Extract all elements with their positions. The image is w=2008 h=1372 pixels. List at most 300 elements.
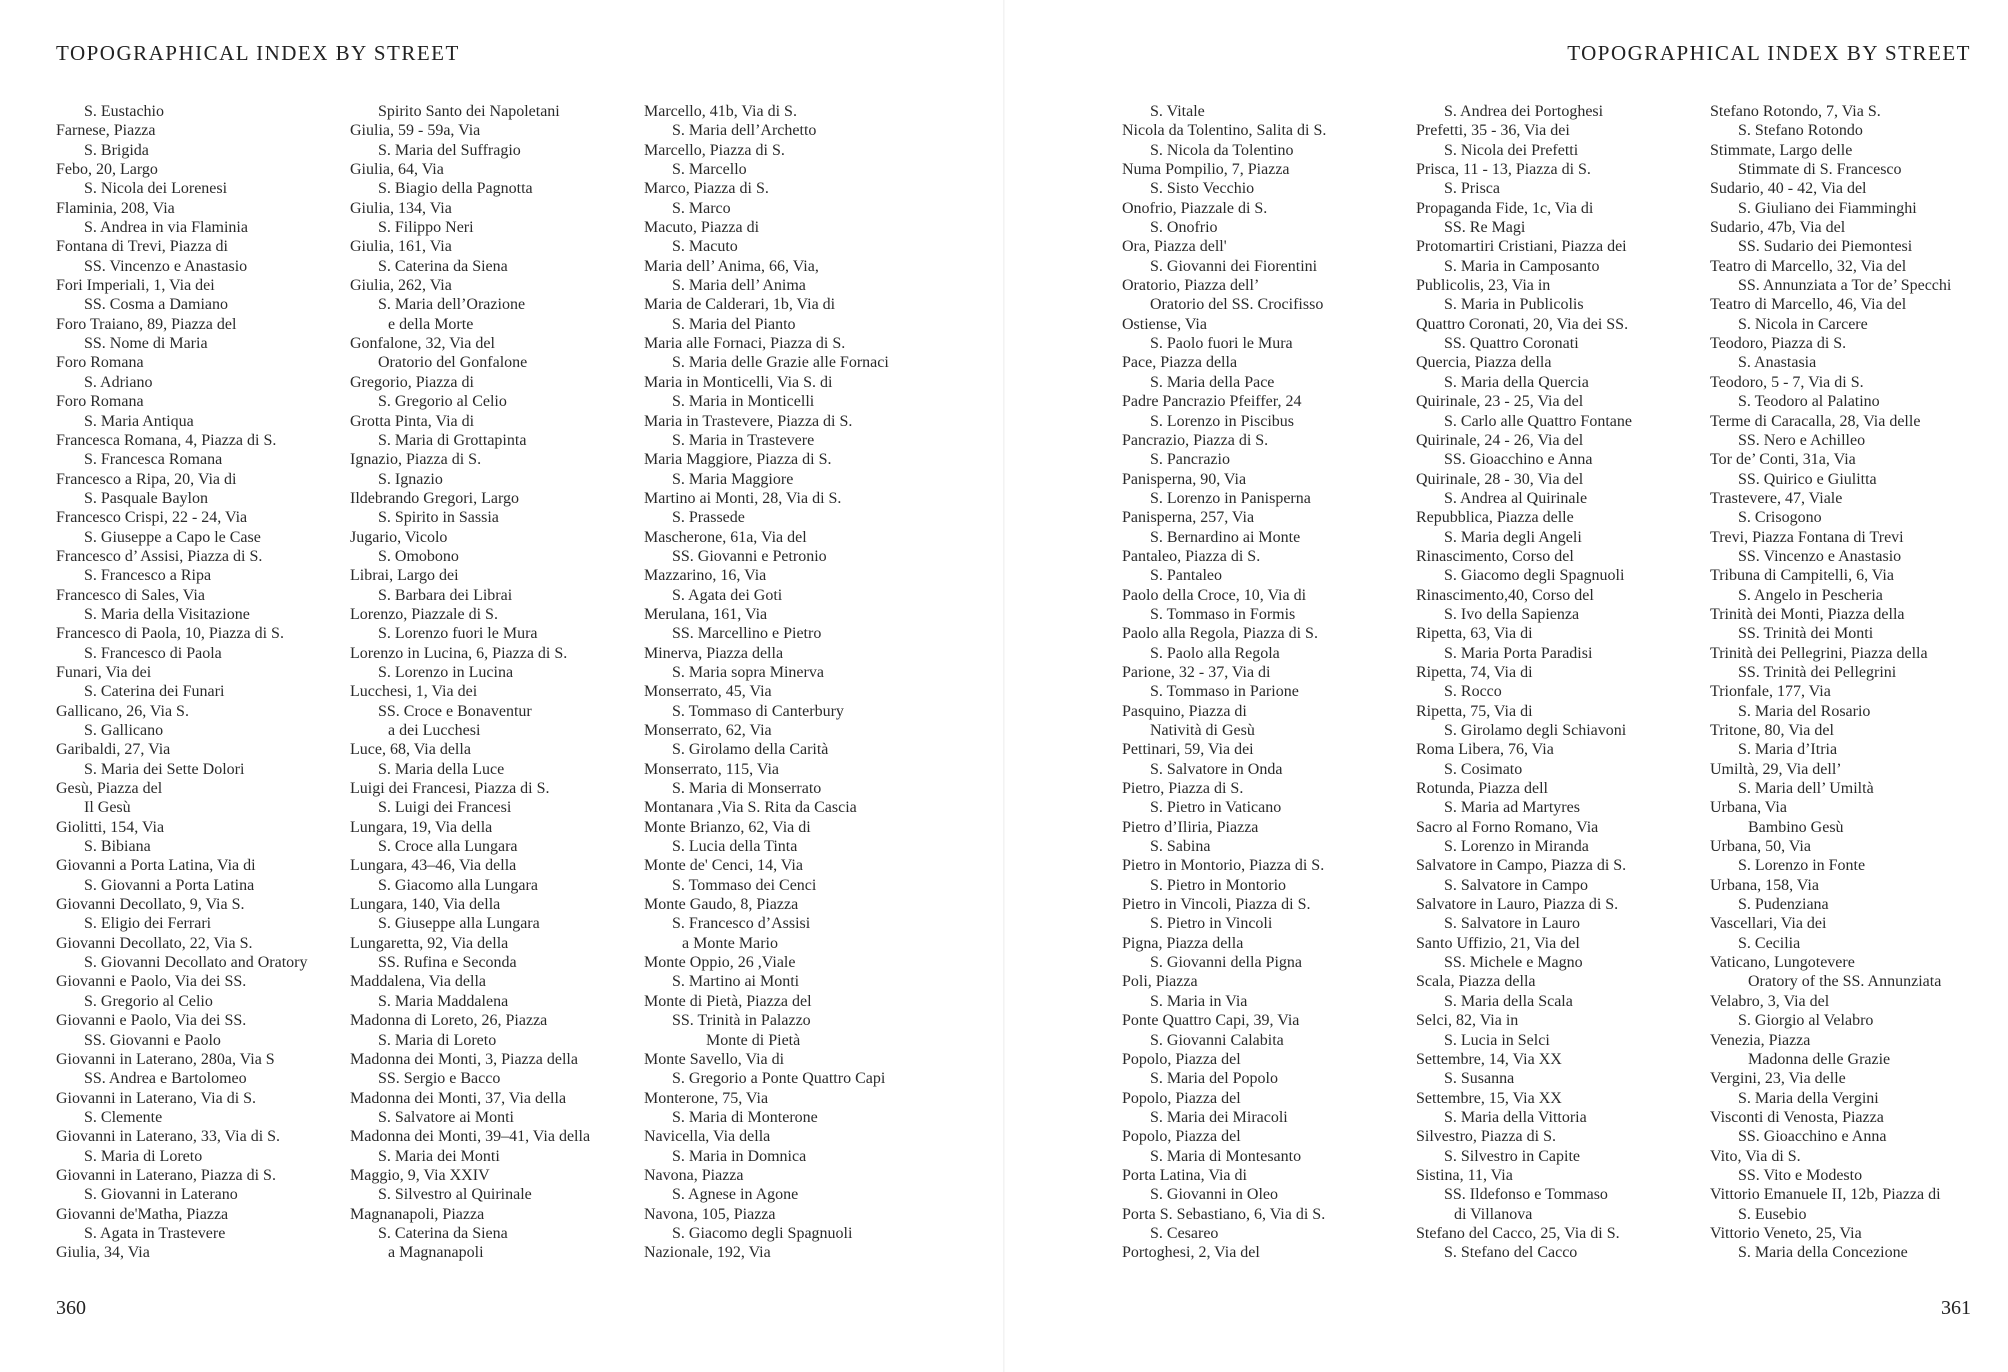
street-entry: Pietro in Vincoli, Piazza di S. [1122, 896, 1311, 914]
church-entry: S. Lorenzo in Piscibus [1150, 412, 1294, 430]
street-entry: Funari, Via dei [56, 663, 152, 681]
street-entry: Umiltà, 29, Via dell’ [1710, 760, 1842, 778]
street-entry: Giolitti, 154, Via [56, 818, 165, 836]
street-entry: Vaticano, Lungotevere [1710, 954, 1855, 972]
street-entry: Lorenzo in Lucina, 6, Piazza di S. [350, 644, 568, 662]
church-entry: SS. Marcellino e Pietro [672, 625, 822, 643]
street-entry: Monterone, 75, Via [644, 1089, 769, 1107]
page-number-right: 361 [1941, 1297, 1971, 1319]
street-entry: Maria Maggiore, Piazza di S. [644, 451, 832, 469]
street-entry: Popolo, Piazza del [1122, 1050, 1241, 1068]
street-entry: Grotta Pinta, Via di [350, 412, 475, 430]
street-entry: Quirinale, 28 - 30, Via del [1416, 470, 1584, 488]
church-entry: S. Susanna [1444, 1070, 1515, 1088]
street-entry: Settembre, 15, Via XX [1416, 1089, 1562, 1107]
street-entry: Navona, 105, Piazza [644, 1205, 776, 1223]
street-entry: Urbana, 50, Via [1710, 838, 1811, 856]
street-entry: Ostiense, Via [1122, 315, 1207, 333]
street-entry: Fori Imperiali, 1, Via dei [56, 277, 215, 295]
street-entry: Panisperna, 90, Via [1122, 470, 1247, 488]
church-entry: S. Maria in Monticelli [672, 393, 815, 411]
street-entry: Pace, Piazza della [1122, 354, 1238, 372]
street-entry: Ripetta, 74, Via di [1416, 663, 1533, 681]
street-entry: Monte Brianzo, 62, Via di [644, 818, 811, 836]
street-entry: Giovanni e Paolo, Via dei SS. [56, 1012, 247, 1030]
church-entry: S. Maria della Luce [378, 760, 505, 778]
street-entry: Urbana, Via [1710, 799, 1787, 817]
street-entry: Lucchesi, 1, Via dei [350, 683, 478, 701]
church-entry: Bambino Gesù [1748, 818, 1844, 836]
church-entry: S. Andrea dei Portoghesi [1444, 103, 1604, 120]
street-entry: Maddalena, Via della [350, 973, 487, 991]
church-entry: SS. Michele e Magno [1444, 954, 1583, 972]
church-entry: S. Prisca [1444, 180, 1500, 198]
street-entry: Marcello, Piazza di S. [644, 141, 785, 159]
street-entry: Monte Oppio, 26 ,Viale [644, 954, 796, 972]
street-entry: Francesco di Sales, Via [56, 586, 205, 604]
church-entry: SS. Ildefonso e Tommaso [1444, 1186, 1608, 1204]
church-entry: S. Sisto Vecchio [1150, 180, 1255, 198]
church-entry: S. Crisogono [1738, 509, 1822, 527]
church-entry: S. Silvestro al Quirinale [378, 1186, 532, 1204]
church-entry: S. Lorenzo in Lucina [378, 663, 514, 681]
street-entry: Monte di Pietà, Piazza del [644, 992, 812, 1010]
church-entry: S. Lucia in Selci [1444, 1031, 1550, 1049]
church-entry: S. Maria della Vittoria [1444, 1108, 1587, 1126]
street-entry: Flaminia, 208, Via [56, 199, 175, 217]
church-entry: S. Maria dell’ Anima [672, 277, 806, 295]
church-entry: S. Ignazio [378, 470, 443, 488]
street-entry: Francesco di Paola, 10, Piazza di S. [56, 625, 284, 643]
church-entry: S. Gregorio a Ponte Quattro Capi [672, 1070, 886, 1088]
church-entry: S. Giovanni in Laterano [84, 1186, 238, 1204]
street-entry: Trionfale, 177, Via [1710, 683, 1831, 701]
street-entry: Giovanni a Porta Latina, Via di [56, 857, 256, 875]
church-entry: SS. Croce e Bonaventur [378, 702, 532, 720]
street-entry: Salvatore in Lauro, Piazza di S. [1416, 896, 1619, 914]
street-entry: Gonfalone, 32, Via del [350, 335, 495, 353]
street-entry: Padre Pancrazio Pfeiffer, 24 [1122, 393, 1302, 411]
street-entry: Repubblica, Piazza delle [1416, 509, 1574, 527]
church-entry: S. Luigi dei Francesi [378, 799, 512, 817]
church-entry: S. Anastasia [1738, 354, 1817, 372]
street-entry: Salvatore in Campo, Piazza di S. [1416, 857, 1627, 875]
street-entry: Propaganda Fide, 1c, Via di [1416, 199, 1594, 217]
church-entry: S. Lorenzo in Fonte [1738, 857, 1866, 875]
church-entry: S. Maria del Popolo [1150, 1070, 1278, 1088]
church-entry: S. Maria in Trastevere [672, 431, 815, 449]
church-entry: a dei Lucchesi [388, 722, 481, 739]
street-entry: Madonna di Loreto, 26, Piazza [350, 1012, 548, 1030]
street-entry: Teatro di Marcello, 32, Via del [1710, 257, 1907, 275]
street-entry: Maria alle Fornaci, Piazza di S. [644, 335, 846, 353]
street-entry: Santo Uffizio, 21, Via del [1416, 934, 1580, 952]
street-entry: Pasquino, Piazza di [1122, 702, 1247, 720]
church-entry: SS. Gioacchino e Anna [1738, 1128, 1887, 1146]
street-entry: Farnese, Piazza [56, 122, 156, 140]
church-entry: S. Maria della Quercia [1444, 373, 1589, 391]
church-entry: a Monte Mario [682, 934, 778, 952]
church-entry: S. Francesca Romana [84, 451, 223, 469]
church-entry: S. Lorenzo in Miranda [1444, 838, 1589, 856]
street-entry: Garibaldi, 27, Via [56, 741, 171, 759]
church-entry: S. Maria di Monterone [672, 1108, 818, 1126]
church-entry: di Villanova [1454, 1205, 1533, 1223]
church-entry: S. Giovanni Calabita [1150, 1031, 1284, 1049]
church-entry: S. Salvatore in Onda [1150, 760, 1283, 778]
church-entry: S. Maria di Montesanto [1150, 1147, 1302, 1165]
church-entry: S. Giacomo degli Spagnuoli [672, 1224, 853, 1242]
church-entry: SS. Giovanni e Petronio [672, 547, 827, 565]
street-entry: Francesco d’ Assisi, Piazza di S. [56, 547, 263, 565]
street-entry: Fontana di Trevi, Piazza di [56, 238, 228, 256]
church-entry: S. Adriano [84, 373, 153, 391]
church-entry: a Magnanapoli [388, 1244, 484, 1262]
street-entry: Onofrio, Piazzale di S. [1122, 199, 1268, 217]
street-entry: Sistina, 11, Via [1416, 1166, 1513, 1184]
church-entry: S. Stefano Rotondo [1738, 122, 1863, 140]
church-entry: S. Lorenzo in Panisperna [1150, 489, 1311, 507]
street-entry: Madonna dei Monti, 3, Piazza della [350, 1050, 578, 1068]
church-entry: S. Giuseppe alla Lungara [378, 915, 540, 933]
street-entry: Francesco Crispi, 22 - 24, Via [56, 509, 248, 527]
street-entry: Foro Romana [56, 354, 144, 372]
church-entry: S. Giovanni dei Fiorentini [1150, 257, 1318, 275]
church-entry: S. Pancrazio [1150, 451, 1230, 469]
street-entry: Maggio, 9, Via XXIV [350, 1166, 490, 1184]
church-entry: S. Salvatore in Lauro [1444, 915, 1580, 933]
church-entry: Oratorio del SS. Crocifisso [1150, 296, 1324, 314]
street-entry: Macuto, Piazza di [644, 219, 760, 237]
street-entry: Giovanni in Laterano, Piazza di S. [56, 1166, 276, 1184]
church-entry: S. Pantaleo [1150, 567, 1222, 585]
church-entry: S. Giuseppe a Capo le Case [84, 528, 261, 546]
street-entry: Giovanni in Laterano, 33, Via di S. [56, 1128, 281, 1146]
street-entry: Trevi, Piazza Fontana di Trevi [1710, 528, 1904, 546]
index-column-4 [1122, 102, 1410, 1263]
street-entry: Trastevere, 47, Viale [1710, 489, 1843, 507]
church-entry: S. Maria degli Angeli [1444, 528, 1582, 546]
street-entry: Tribuna di Campitelli, 6, Via [1710, 567, 1894, 585]
street-entry: Ora, Piazza dell' [1122, 238, 1227, 256]
street-entry: Teodoro, Piazza di S. [1710, 335, 1847, 353]
street-entry: Merulana, 161, Via [644, 605, 768, 623]
church-entry: S. Giacomo degli Spagnuoli [1444, 567, 1625, 585]
street-entry: Monte Savello, Via di [644, 1050, 785, 1068]
church-entry: S. Lorenzo fuori le Mura [378, 625, 538, 643]
church-entry: S. Nicola dei Lorenesi [84, 180, 228, 198]
church-entry: S. Maria dell’Archetto [672, 122, 817, 140]
church-entry: S. Francesco a Ripa [84, 567, 212, 585]
church-entry: S. Lucia della Tinta [672, 838, 798, 856]
church-entry: S. Agata in Trastevere [84, 1224, 226, 1242]
street-entry: Vittorio Emanuele II, 12b, Piazza di [1710, 1186, 1941, 1204]
church-entry: SS. Vincenzo e Anastasio [84, 257, 248, 275]
page-number-left: 360 [56, 1297, 86, 1319]
street-entry: Giovanni de'Matha, Piazza [56, 1205, 229, 1223]
church-entry: S. Giovanni a Porta Latina [84, 876, 255, 894]
street-entry: Quattro Coronati, 20, Via dei SS. [1416, 315, 1629, 333]
street-entry: Febo, 20, Largo [56, 161, 158, 179]
church-entry: S. Giovanni Decollato and Oratory [84, 954, 308, 972]
street-entry: Trinità dei Monti, Piazza della [1710, 605, 1905, 623]
church-entry: S. Nicola dei Prefetti [1444, 141, 1579, 159]
street-entry: Foro Romana [56, 393, 144, 411]
street-entry: Selci, 82, Via in [1416, 1012, 1519, 1030]
street-entry: Sudario, 40 - 42, Via del [1710, 180, 1867, 198]
street-entry: Maria in Monticelli, Via S. di [644, 373, 833, 391]
street-entry: Quercia, Piazza della [1416, 354, 1552, 372]
street-entry: Porta Latina, Via di [1122, 1166, 1247, 1184]
church-entry: S. Maria dei Monti [378, 1147, 500, 1165]
church-entry: e della Morte [388, 315, 474, 333]
church-entry: S. Girolamo della Carità [672, 741, 829, 759]
church-entry: S. Martino ai Monti [672, 973, 800, 991]
street-entry: Oratorio, Piazza dell’ [1122, 277, 1260, 295]
street-entry: Francesca Romana, 4, Piazza di S. [56, 431, 277, 449]
street-entry: Giovanni in Laterano, Via di S. [56, 1089, 257, 1107]
street-entry: Stimmate, Largo delle [1710, 141, 1853, 159]
church-entry: S. Angelo in Pescheria [1738, 586, 1883, 604]
church-entry: S. Agnese in Agone [672, 1186, 799, 1204]
street-entry: Maria dell’ Anima, 66, Via, [644, 257, 819, 275]
street-entry: Vergini, 23, Via delle [1710, 1070, 1846, 1088]
church-entry: SS. Gioacchino e Anna [1444, 451, 1593, 469]
street-entry: Marcello, 41b, Via di S. [644, 103, 797, 120]
church-entry: S. Maria ad Martyres [1444, 799, 1580, 817]
church-entry: S. Cecilia [1738, 934, 1801, 952]
street-entry: Monserrato, 45, Via [644, 683, 772, 701]
church-entry: S. Maria del Pianto [672, 315, 796, 333]
street-entry: Monserrato, 115, Via [644, 760, 780, 778]
street-entry: Mazzarino, 16, Via [644, 567, 767, 585]
church-entry: S. Maria d’Itria [1738, 741, 1838, 759]
street-entry: Pigna, Piazza della [1122, 934, 1244, 952]
church-entry: S. Giovanni in Oleo [1150, 1186, 1278, 1204]
church-entry: S. Macuto [672, 238, 738, 256]
church-entry: S. Teodoro al Palatino [1738, 393, 1880, 411]
church-entry: S. Brigida [84, 141, 149, 159]
street-entry: Navona, Piazza [644, 1166, 744, 1184]
street-entry: Panisperna, 257, Via [1122, 509, 1255, 527]
street-entry: Minerva, Piazza della [644, 644, 784, 662]
church-entry: S. Agata dei Goti [672, 586, 783, 604]
street-entry: Pietro d’Iliria, Piazza [1122, 818, 1259, 836]
street-entry: Giulia, 262, Via [350, 277, 452, 295]
church-entry: S. Marco [672, 199, 731, 217]
church-entry: SS. Sergio e Bacco [378, 1070, 501, 1088]
street-entry: Giovanni in Laterano, 280a, Via S [56, 1050, 275, 1068]
church-entry: S. Onofrio [1150, 219, 1218, 237]
church-entry: SS. Trinità in Palazzo [672, 1012, 811, 1030]
street-entry: Popolo, Piazza del [1122, 1128, 1241, 1146]
street-entry: Navicella, Via della [644, 1128, 771, 1146]
street-entry: Giovanni e Paolo, Via dei SS. [56, 973, 247, 991]
street-entry: Pancrazio, Piazza di S. [1122, 431, 1269, 449]
church-entry: S. Pietro in Montorio [1150, 876, 1287, 894]
church-entry: S. Gregorio al Celio [84, 992, 213, 1010]
church-entry: S. Marcello [672, 161, 747, 179]
street-entry: Porta S. Sebastiano, 6, Via di S. [1122, 1205, 1326, 1223]
street-entry: Stefano Rotondo, 7, Via S. [1710, 103, 1881, 120]
church-entry: SS. Cosma a Damiano [84, 296, 228, 314]
street-entry: Paolo alla Regola, Piazza di S. [1122, 625, 1318, 643]
street-entry: Maria in Trastevere, Piazza di S. [644, 412, 853, 430]
street-entry: Urbana, 158, Via [1710, 876, 1819, 894]
street-entry: Parione, 32 - 37, Via di [1122, 663, 1271, 681]
street-entry: Nicola da Tolentino, Salita di S. [1122, 122, 1327, 140]
church-entry: S. Maria in Via [1150, 992, 1248, 1010]
church-entry: S. Maria di Grottapinta [378, 431, 527, 449]
church-entry: S. Eligio dei Ferrari [84, 915, 212, 933]
street-entry: Stefano del Cacco, 25, Via di S. [1416, 1224, 1620, 1242]
right-page [1004, 0, 2008, 1372]
church-entry: S. Giorgio al Velabro [1738, 1012, 1874, 1030]
street-entry: Giulia, 59 - 59a, Via [350, 122, 481, 140]
street-entry: Pietro, Piazza di S. [1122, 780, 1244, 798]
church-entry: S. Maria di Monserrato [672, 780, 822, 798]
street-entry: Luce, 68, Via della [350, 741, 471, 759]
street-entry: Gallicano, 26, Via S. [56, 702, 189, 720]
church-entry: SS. Quirico e Giulitta [1738, 470, 1877, 488]
church-entry: Spirito Santo dei Napoletani [378, 103, 560, 120]
street-entry: Protomartiri Cristiani, Piazza dei [1416, 238, 1627, 256]
church-entry: S. Nicola da Tolentino [1150, 141, 1294, 159]
running-header-right: TOPOGRAPHICAL INDEX BY STREET [1567, 41, 1971, 65]
street-entry: Mascherone, 61a, Via del [644, 528, 807, 546]
church-entry: S. Rocco [1444, 683, 1502, 701]
street-entry: Giovanni Decollato, 22, Via S. [56, 934, 253, 952]
street-entry: Ildebrando Gregori, Largo [350, 489, 519, 507]
church-entry: S. Barbara dei Librai [378, 586, 513, 604]
church-entry: SS. Quattro Coronati [1444, 335, 1579, 353]
street-entry: Giulia, 134, Via [350, 199, 452, 217]
street-entry: Jugario, Vicolo [350, 528, 448, 546]
church-entry: SS. Annunziata a Tor de’ Specchi [1738, 277, 1952, 295]
street-entry: Librai, Largo dei [350, 567, 459, 585]
street-entry: Madonna dei Monti, 37, Via della [350, 1089, 567, 1107]
church-entry: S. Maria dei Sette Dolori [84, 760, 245, 778]
church-entry: S. Ivo della Sapienza [1444, 605, 1580, 623]
street-entry: Giovanni Decollato, 9, Via S. [56, 896, 245, 914]
church-entry: S. Bibiana [84, 838, 151, 856]
church-entry: S. Maria della Scala [1444, 992, 1573, 1010]
street-entry: Rotunda, Piazza dell [1416, 780, 1548, 798]
street-entry: Gesù, Piazza del [56, 780, 163, 798]
church-entry: Oratorio del Gonfalone [378, 354, 528, 372]
church-entry: S. Maria dell’Orazione [378, 296, 526, 314]
street-entry: Lungara, 140, Via della [350, 896, 501, 914]
church-entry: S. Salvatore in Campo [1444, 876, 1588, 894]
street-entry: Lorenzo, Piazzale di S. [350, 605, 498, 623]
street-entry: Pietro in Montorio, Piazza di S. [1122, 857, 1325, 875]
street-entry: Rinascimento,40, Corso del [1416, 586, 1594, 604]
church-entry: SS. Nero e Achilleo [1738, 431, 1866, 449]
street-entry: Tor de’ Conti, 31a, Via [1710, 451, 1856, 469]
church-entry: S. Sabina [1150, 838, 1211, 856]
street-entry: Teatro di Marcello, 46, Via del [1710, 296, 1907, 314]
church-entry: S. Caterina da Siena [378, 1224, 508, 1242]
index-column-5 [1416, 102, 1704, 1263]
street-entry: Settembre, 14, Via XX [1416, 1050, 1562, 1068]
street-entry: Quirinale, 23 - 25, Via del [1416, 393, 1584, 411]
church-entry: S. Maria in Publicolis [1444, 296, 1584, 314]
street-entry: Trinità dei Pellegrini, Piazza della [1710, 644, 1928, 662]
church-entry: S. Carlo alle Quattro Fontane [1444, 412, 1632, 430]
street-entry: Teodoro, 5 - 7, Via di S. [1710, 373, 1864, 391]
street-entry: Francesco a Ripa, 20, Via di [56, 470, 237, 488]
street-entry: Giulia, 34, Via [56, 1244, 150, 1262]
running-header-left: TOPOGRAPHICAL INDEX BY STREET [56, 41, 460, 65]
church-entry: S. Gallicano [84, 722, 164, 739]
street-entry: Magnanapoli, Piazza [350, 1205, 485, 1223]
church-entry: S. Stefano del Cacco [1444, 1244, 1578, 1262]
street-entry: Velabro, 3, Via del [1710, 992, 1830, 1010]
street-entry: Vito, Via di S. [1710, 1147, 1801, 1165]
church-entry: Il Gesù [84, 799, 131, 817]
street-entry: Prefetti, 35 - 36, Via dei [1416, 122, 1570, 140]
street-entry: Lungara, 43–46, Via della [350, 857, 517, 875]
church-entry: S. Gregorio al Celio [378, 393, 507, 411]
church-entry: Oratory of the SS. Annunziata [1748, 973, 1942, 991]
church-entry: SS. Re Magi [1444, 219, 1526, 237]
church-entry: S. Nicola in Carcere [1738, 315, 1868, 333]
church-entry: S. Maria sopra Minerva [672, 663, 824, 681]
church-entry: S. Bernardino ai Monte [1150, 528, 1301, 546]
church-entry: SS. Giovanni e Paolo [84, 1031, 221, 1049]
street-entry: Venezia, Piazza [1710, 1031, 1811, 1049]
church-entry: S. Andrea in via Flaminia [84, 219, 248, 237]
street-entry: Lungaretta, 92, Via della [350, 934, 509, 952]
street-entry: Marco, Piazza di S. [644, 180, 769, 198]
church-entry: SS. Andrea e Bartolomeo [84, 1070, 247, 1088]
street-entry: Poli, Piazza [1122, 973, 1198, 991]
church-entry: S. Giuliano dei Fiamminghi [1738, 199, 1917, 217]
church-entry: S. Maria dell’ Umiltà [1738, 780, 1874, 798]
index-column-6 [1710, 102, 1998, 1263]
church-entry: S. Maria Antiqua [84, 412, 194, 430]
street-entry: Pantaleo, Piazza di S. [1122, 547, 1261, 565]
church-entry: SS. Trinità dei Monti [1738, 625, 1874, 643]
street-entry: Giulia, 64, Via [350, 161, 444, 179]
church-entry: S. Maria Maggiore [672, 470, 794, 488]
church-entry: S. Andrea al Quirinale [1444, 489, 1588, 507]
church-entry: S. Giacomo alla Lungara [378, 876, 538, 894]
street-entry: Numa Pompilio, 7, Piazza [1122, 161, 1290, 179]
church-entry: SS. Vincenzo e Anastasio [1738, 547, 1902, 565]
church-entry: S. Giovanni della Pigna [1150, 954, 1302, 972]
church-entry: S. Maria dei Miracoli [1150, 1108, 1288, 1126]
street-entry: Silvestro, Piazza di S. [1416, 1128, 1556, 1146]
street-entry: Monte Gaudo, 8, Piazza [644, 896, 799, 914]
church-entry: S. Maria del Rosario [1738, 702, 1871, 720]
church-entry: S. Cesareo [1150, 1224, 1219, 1242]
street-entry: Scala, Piazza della [1416, 973, 1536, 991]
index-column-2 [350, 102, 638, 1263]
church-entry: S. Cosimato [1444, 760, 1523, 778]
street-entry: Martino ai Monti, 28, Via di S. [644, 489, 842, 507]
church-entry: S. Filippo Neri [378, 219, 474, 237]
church-entry: SS. Trinità dei Pellegrini [1738, 663, 1897, 681]
church-entry: S. Maria delle Grazie alle Fornaci [672, 354, 889, 372]
church-entry: S. Pasquale Baylon [84, 489, 208, 507]
church-entry: S. Tommaso in Parione [1150, 683, 1299, 701]
street-entry: Prisca, 11 - 13, Piazza di S. [1416, 161, 1591, 179]
street-entry: Sudario, 47b, Via del [1710, 219, 1846, 237]
street-entry: Publicolis, 23, Via in [1416, 277, 1551, 295]
church-entry: S. Francesco di Paola [84, 644, 222, 662]
church-entry: S. Maria della Concezione [1738, 1244, 1908, 1262]
